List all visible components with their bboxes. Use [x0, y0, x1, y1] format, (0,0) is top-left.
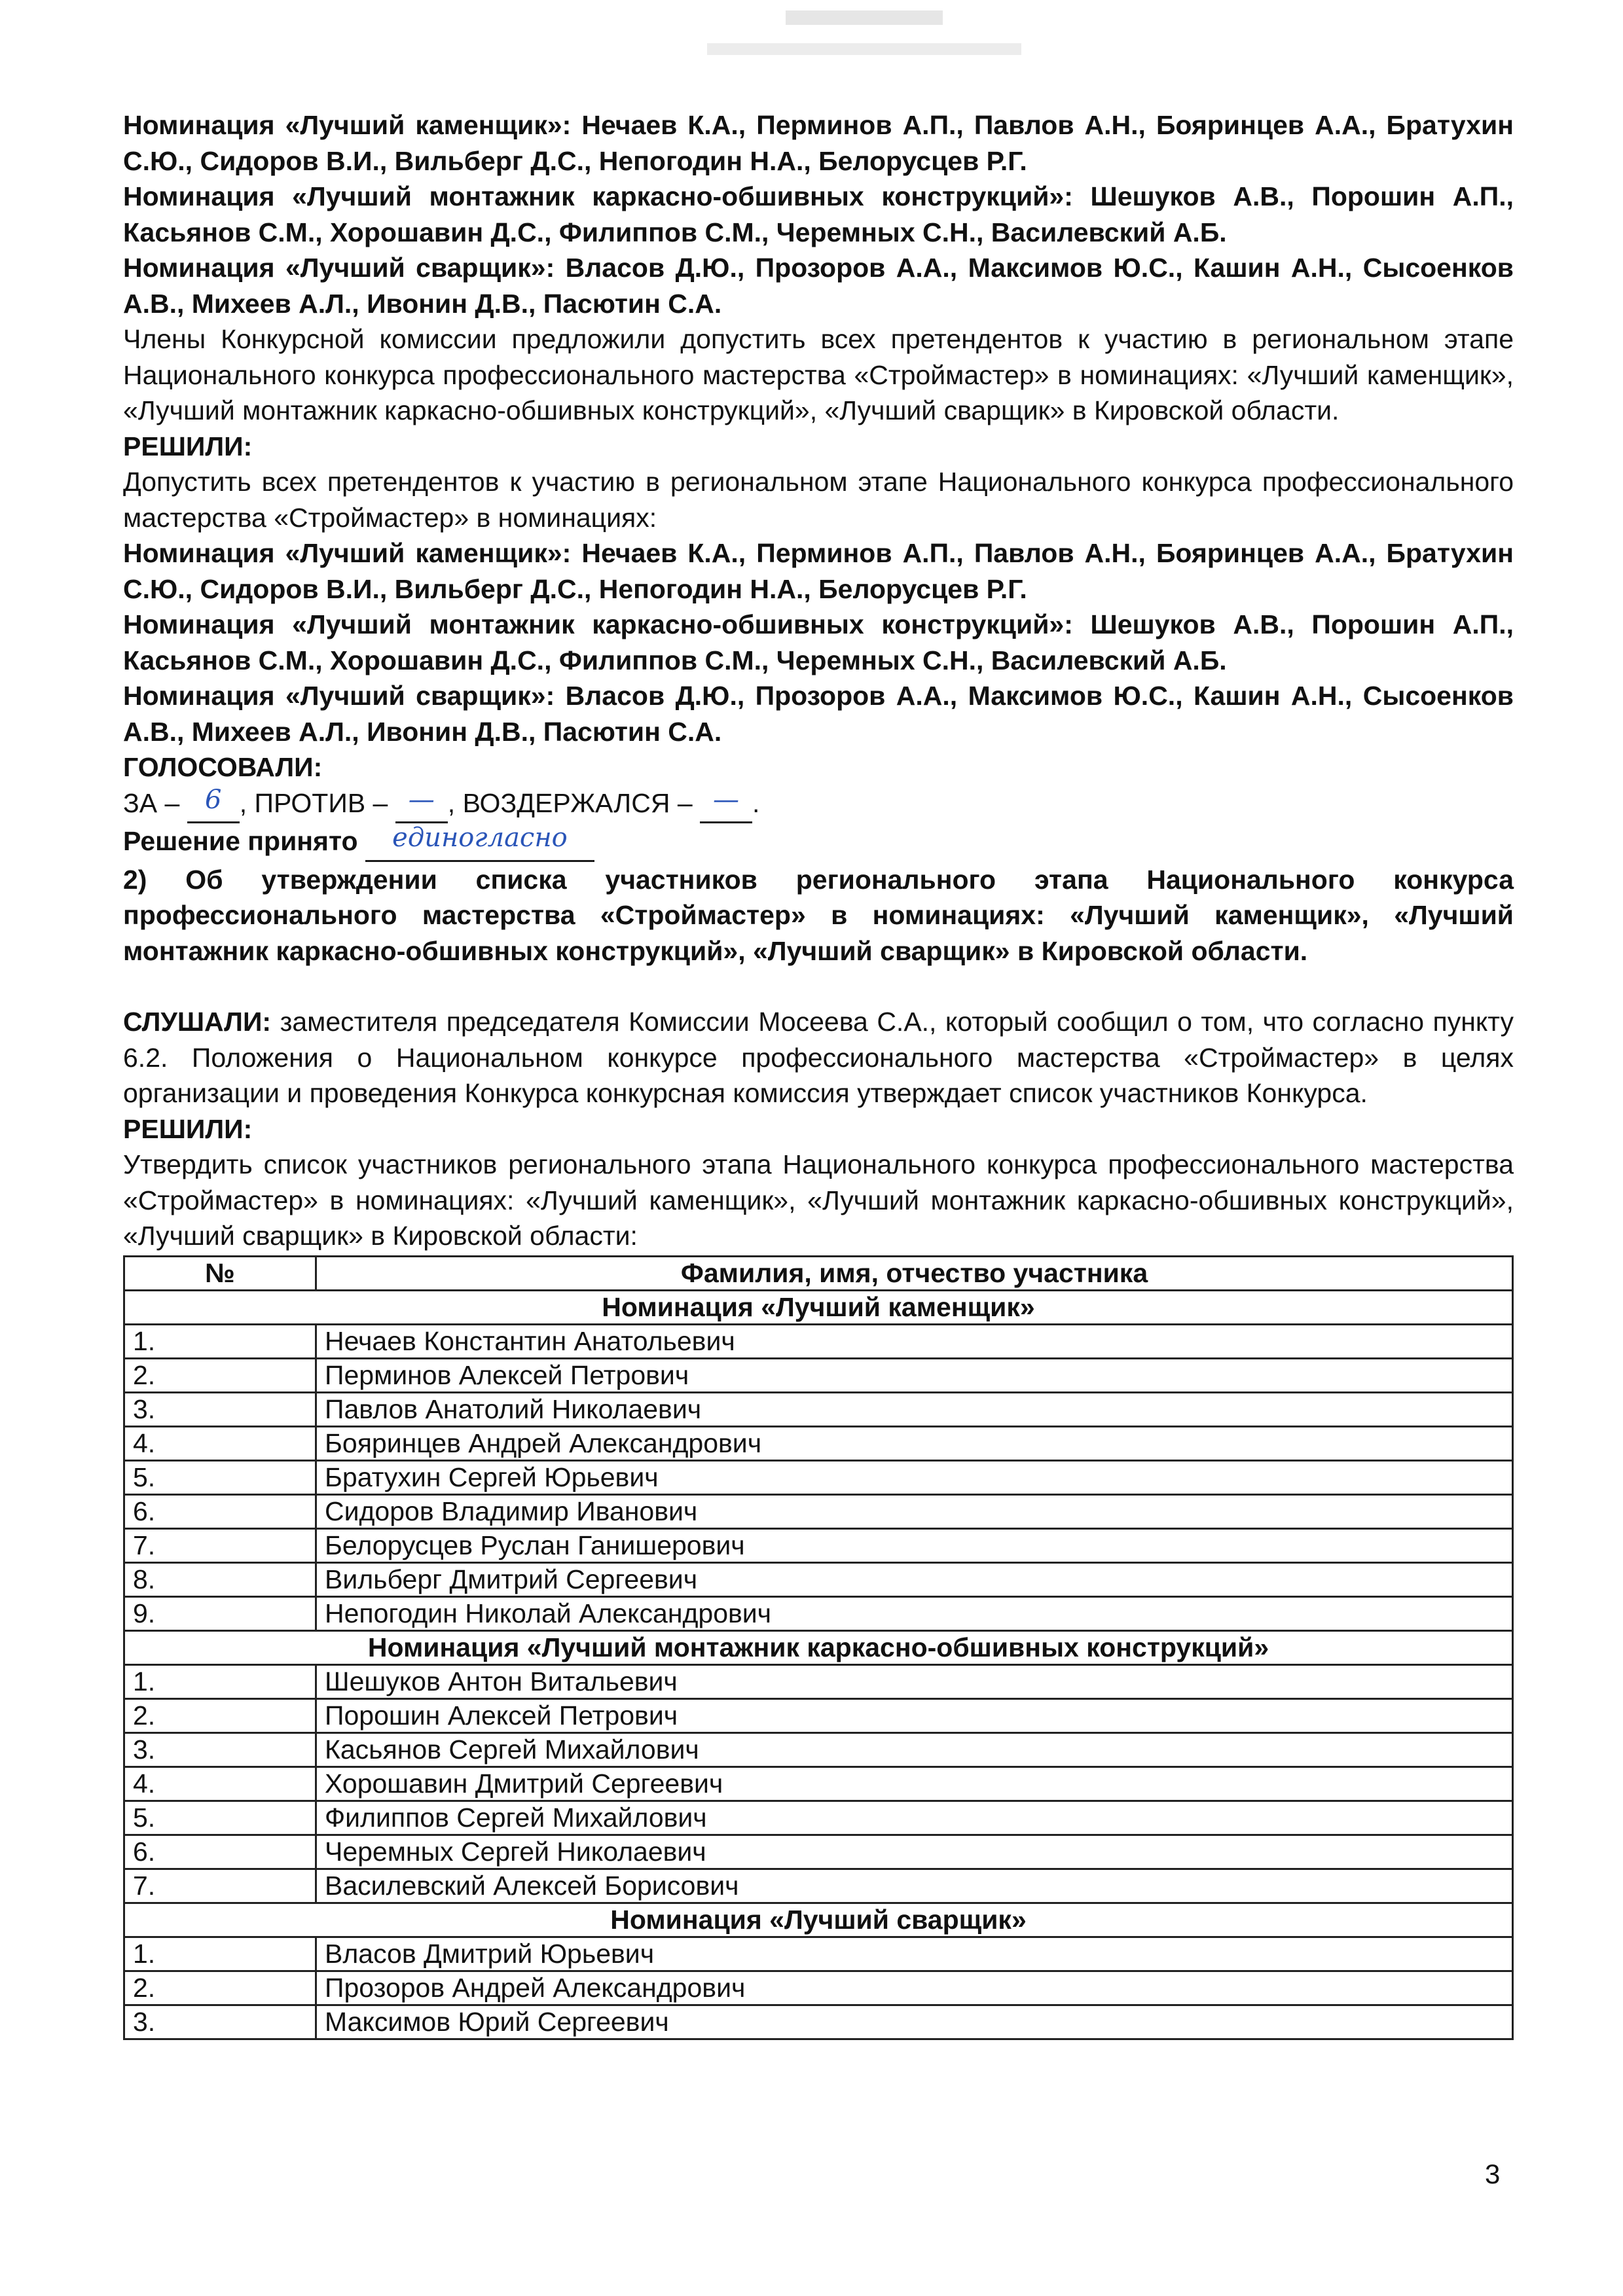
- proposal-paragraph: Члены Конкурсной комиссии предложили допустить всех претендентов к участию в региональном этапе Национального конкурса профессионального мастерства «Строймастер» в номинациях: «Лучший каменщик», «Лучший монтажник каркасно-обшивных конструкций», «Лучший сварщик» в Кировской области.: [123, 324, 1514, 425]
- table-row: [124, 1732, 1513, 1767]
- participant-name: Павлов Анатолий Николаевич: [316, 1392, 1513, 1426]
- table-row: [124, 1937, 1513, 1971]
- decided-heading: РЕШИЛИ:: [123, 1113, 253, 1144]
- row-number: 3.: [124, 1732, 316, 1767]
- table-row: [124, 1869, 1513, 1903]
- table-section-row: [124, 1630, 1513, 1664]
- table-row: [124, 1698, 1513, 1732]
- table-row: [124, 1528, 1513, 1562]
- participant-name: Прозоров Андрей Александрович: [316, 1971, 1513, 2005]
- participant-name: Касьянов Сергей Михайлович: [316, 1732, 1513, 1767]
- row-number: 8.: [124, 1562, 316, 1596]
- vote-abstain-field: —: [700, 785, 752, 824]
- nomination-section-title: Номинация «Лучший монтажник каркасно-обшивных конструкций»: [124, 1630, 1513, 1664]
- vote-for-field: 6: [187, 785, 240, 824]
- row-number: 2.: [124, 1698, 316, 1732]
- nomination-paragraph: Номинация «Лучший монтажник каркасно-обшивных конструкций»: Шешуков А.В., Порошин А.П., Касьянов С.М., Хорошавин Д.С., Филиппов С.М., Черемных С.Н., Василевский А.Б.: [123, 181, 1514, 247]
- table-header-row: [124, 1256, 1513, 1290]
- participant-name: Непогодин Николай Александрович: [316, 1596, 1513, 1630]
- row-number: 5.: [124, 1460, 316, 1494]
- participant-name: Хорошавин Дмитрий Сергеевич: [316, 1767, 1513, 1801]
- row-number: 6.: [124, 1835, 316, 1869]
- table-row: [124, 1392, 1513, 1426]
- voting-heading: ГОЛОСОВАЛИ:: [123, 752, 323, 782]
- table-section-row: [124, 1290, 1513, 1324]
- table-section-row: [124, 1903, 1513, 1937]
- vote-against-field: —: [395, 785, 448, 824]
- row-number: 1.: [124, 1937, 316, 1971]
- row-number: 1.: [124, 1324, 316, 1358]
- decision-accepted-line: Решение принято единогласно: [123, 823, 1514, 862]
- participant-name: Филиппов Сергей Михайлович: [316, 1801, 1513, 1835]
- voting-line: ЗА – 6 , ПРОТИВ – — , ВОЗДЕРЖАЛСЯ – — .: [123, 785, 1514, 824]
- row-number: 5.: [124, 1801, 316, 1835]
- participant-name: Порошин Алексей Петрович: [316, 1698, 1513, 1732]
- row-number: 4.: [124, 1426, 316, 1460]
- row-number: 7.: [124, 1528, 316, 1562]
- column-header-number: №: [124, 1256, 316, 1290]
- nomination-paragraph: Номинация «Лучший каменщик»: Нечаев К.А., Перминов А.П., Павлов А.Н., Бояринцев А.А., Братухин С.Ю., Сидоров В.И., Вильберг Д.С., Непогодин Н.А., Белорусцев Р.Г.: [123, 110, 1514, 176]
- nomination-paragraph: Номинация «Лучший каменщик»: Нечаев К.А., Перминов А.П., Павлов А.Н., Бояринцев А.А., Братухин С.Ю., Сидоров В.И., Вильберг Д.С., Непогодин Н.А., Белорусцев Р.Г.: [123, 538, 1514, 604]
- participant-name: Василевский Алексей Борисович: [316, 1869, 1513, 1903]
- participant-name: Максимов Юрий Сергеевич: [316, 2005, 1513, 2039]
- row-number: 2.: [124, 1358, 316, 1392]
- agenda-item-2-title: 2) Об утверждении списка участников регионального этапа Национального конкурса профессионального мастерства «Строймастер» в номинациях: «Лучший каменщик», «Лучший монтажник каркасно-обшивных конструкций», «Лучший сварщик» в Кировской области.: [123, 864, 1514, 966]
- decision-paragraph: Утвердить список участников регионального этапа Национального конкурса профессионального мастерства «Строймастер» в номинациях: «Лучший каменщик», «Лучший монтажник каркасно-обшивных конструкций», «Лучший сварщик» в Кировской области:: [123, 1149, 1514, 1251]
- table-row: [124, 1971, 1513, 2005]
- nomination-section-title: Номинация «Лучший каменщик»: [124, 1290, 1513, 1324]
- participant-name: Белорусцев Руслан Ганишерович: [316, 1528, 1513, 1562]
- row-number: 4.: [124, 1767, 316, 1801]
- nomination-paragraph: Номинация «Лучший сварщик»: Власов Д.Ю., Прозоров А.А., Максимов Ю.С., Кашин А.Н., Сысоенков А.В., Михеев А.Л., Ивонин Д.В., Пасютин С.А.: [123, 681, 1514, 747]
- participant-name: Сидоров Владимир Иванович: [316, 1494, 1513, 1528]
- table-row: [124, 1460, 1513, 1494]
- participant-name: Бояринцев Андрей Александрович: [316, 1426, 1513, 1460]
- participant-name: Нечаев Константин Анатольевич: [316, 1324, 1513, 1358]
- table-row: [124, 1426, 1513, 1460]
- table-row: [124, 1596, 1513, 1630]
- participant-name: Братухин Сергей Юрьевич: [316, 1460, 1513, 1494]
- table-row: [124, 1767, 1513, 1801]
- row-number: 3.: [124, 2005, 316, 2039]
- accepted-handwritten-field: единогласно: [365, 823, 594, 862]
- nomination-paragraph: Номинация «Лучший монтажник каркасно-обшивных конструкций»: Шешуков А.В., Порошин А.П., Касьянов С.М., Хорошавин Д.С., Филиппов С.М., Черемных С.Н., Василевский А.Б.: [123, 609, 1514, 675]
- page-number: 3: [1485, 2159, 1501, 2189]
- table-row: [124, 1835, 1513, 1869]
- participant-name: Власов Дмитрий Юрьевич: [316, 1937, 1513, 1971]
- table-row: [124, 1358, 1513, 1392]
- row-number: 7.: [124, 1869, 316, 1903]
- row-number: 9.: [124, 1596, 316, 1630]
- participant-name: Перминов Алексей Петрович: [316, 1358, 1513, 1392]
- row-number: 1.: [124, 1664, 316, 1698]
- participants-table: [123, 1255, 1514, 2040]
- decision-paragraph: Допустить всех претендентов к участию в региональном этапе Национального конкурса профессионального мастерства «Строймастер» в номинациях:: [123, 467, 1514, 533]
- table-body: [124, 1290, 1513, 2039]
- table-row: [124, 2005, 1513, 2039]
- heard-paragraph: СЛУШАЛИ: заместителя председателя Комиссии Мосеева С.А., который сообщил о том, что согласно пункту 6.2. Положения о Национальном конкурсе профессионального мастерства «Строймастер» в целях организации и проведения Конкурса конкурсная комиссия утверждает список участников Конкурса.: [123, 1007, 1514, 1108]
- spacer: [123, 969, 1514, 1004]
- table-row: [124, 1801, 1513, 1835]
- participant-name: Вильберг Дмитрий Сергеевич: [316, 1562, 1513, 1596]
- row-number: 2.: [124, 1971, 316, 2005]
- row-number: 6.: [124, 1494, 316, 1528]
- column-header-name: Фамилия, имя, отчество участника: [316, 1256, 1513, 1290]
- nomination-section-title: Номинация «Лучший сварщик»: [124, 1903, 1513, 1937]
- participant-name: Черемных Сергей Николаевич: [316, 1835, 1513, 1869]
- table-row: [124, 1562, 1513, 1596]
- nomination-paragraph: Номинация «Лучший сварщик»: Власов Д.Ю., Прозоров А.А., Максимов Ю.С., Кашин А.Н., Сысоенков А.В., Михеев А.Л., Ивонин Д.В., Пасютин С.А.: [123, 253, 1514, 319]
- decided-heading: РЕШИЛИ:: [123, 431, 253, 461]
- table-row: [124, 1664, 1513, 1698]
- table-row: [124, 1324, 1513, 1358]
- faded-header-stamp: [707, 7, 1021, 65]
- row-number: 3.: [124, 1392, 316, 1426]
- participant-name: Шешуков Антон Витальевич: [316, 1664, 1513, 1698]
- table-row: [124, 1494, 1513, 1528]
- document-body: [123, 107, 1514, 2040]
